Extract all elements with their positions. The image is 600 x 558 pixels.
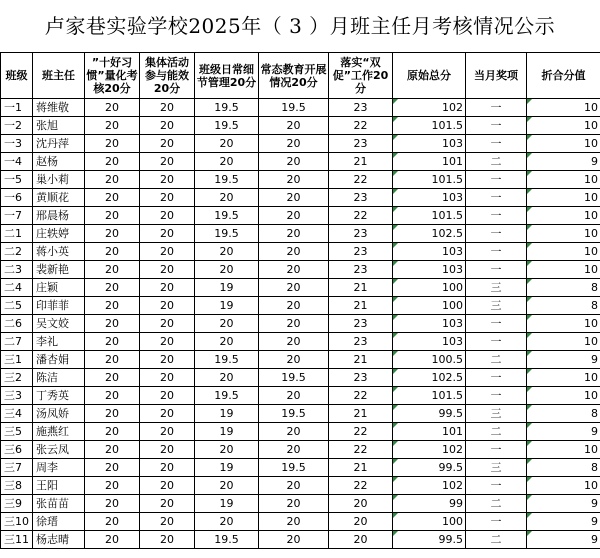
award-cell: 一 (466, 225, 527, 243)
converted-cell: 10 (527, 333, 600, 351)
teacher-cell: 沈丹萍 (33, 135, 85, 153)
converted-cell: 8 (527, 297, 600, 315)
activities-cell: 20 (140, 441, 195, 459)
table-row (1, 513, 600, 531)
header-class: 班级 (1, 53, 33, 99)
education-cell: 20 (259, 171, 329, 189)
converted-cell: 8 (527, 459, 600, 477)
teacher-cell: 庄颖 (33, 279, 85, 297)
assessment-table (0, 52, 600, 549)
table-row (1, 135, 600, 153)
activities-cell: 20 (140, 369, 195, 387)
teacher-cell: 张旭 (33, 117, 85, 135)
header-habits: ”十好习惯”量化考核20分 (85, 53, 140, 99)
class-cell: 三10 (1, 513, 33, 531)
table-row (1, 261, 600, 279)
activities-cell: 20 (140, 279, 195, 297)
daily-cell: 19 (195, 297, 259, 315)
education-cell: 20 (259, 153, 329, 171)
daily-cell: 20 (195, 315, 259, 333)
daily-cell: 19 (195, 495, 259, 513)
table-row (1, 315, 600, 333)
dual-cell: 21 (329, 153, 393, 171)
header-row (1, 53, 600, 99)
dual-cell: 20 (329, 495, 393, 513)
teacher-cell: 汤凤娇 (33, 405, 85, 423)
daily-cell: 19 (195, 459, 259, 477)
converted-cell: 9 (527, 513, 600, 531)
dual-cell: 23 (329, 225, 393, 243)
raw-total-cell: 99.5 (393, 459, 466, 477)
class-cell: 三1 (1, 351, 33, 369)
education-cell: 20 (259, 333, 329, 351)
converted-cell: 10 (527, 387, 600, 405)
class-cell: 三5 (1, 423, 33, 441)
converted-cell: 10 (527, 261, 600, 279)
table-row (1, 477, 600, 495)
header-award: 当月奖项 (466, 53, 527, 99)
habits-cell: 20 (85, 243, 140, 261)
activities-cell: 20 (140, 207, 195, 225)
table-row (1, 153, 600, 171)
daily-cell: 20 (195, 477, 259, 495)
teacher-cell: 吴文姣 (33, 315, 85, 333)
habits-cell: 20 (85, 153, 140, 171)
teacher-cell: 施燕红 (33, 423, 85, 441)
teacher-cell: 黄顺花 (33, 189, 85, 207)
dual-cell: 23 (329, 369, 393, 387)
education-cell: 20 (259, 225, 329, 243)
class-cell: 二6 (1, 315, 33, 333)
raw-total-cell: 101.5 (393, 171, 466, 189)
table-row (1, 369, 600, 387)
dual-cell: 23 (329, 135, 393, 153)
table-row (1, 171, 600, 189)
teacher-cell: 杨志晴 (33, 531, 85, 549)
habits-cell: 20 (85, 279, 140, 297)
education-cell: 20 (259, 279, 329, 297)
teacher-cell: 潘杏娟 (33, 351, 85, 369)
daily-cell: 19.5 (195, 171, 259, 189)
award-cell: 一 (466, 513, 527, 531)
education-cell: 20 (259, 351, 329, 369)
class-cell: 一1 (1, 99, 33, 117)
education-cell: 20 (259, 243, 329, 261)
activities-cell: 20 (140, 513, 195, 531)
award-cell: 一 (466, 477, 527, 495)
habits-cell: 20 (85, 225, 140, 243)
daily-cell: 20 (195, 333, 259, 351)
page-title: 卢家巷实验学校2025年（ 3 ）月班主任月考核情况公示 (44, 14, 556, 38)
habits-cell: 20 (85, 315, 140, 333)
converted-cell: 10 (527, 441, 600, 459)
raw-total-cell: 102 (393, 441, 466, 459)
daily-cell: 19.5 (195, 351, 259, 369)
habits-cell: 20 (85, 171, 140, 189)
habits-cell: 20 (85, 513, 140, 531)
class-cell: 三9 (1, 495, 33, 513)
award-cell: 一 (466, 189, 527, 207)
raw-total-cell: 102.5 (393, 225, 466, 243)
habits-cell: 20 (85, 495, 140, 513)
table-row (1, 99, 600, 117)
teacher-cell: 周李 (33, 459, 85, 477)
habits-cell: 20 (85, 333, 140, 351)
education-cell: 19.5 (259, 459, 329, 477)
teacher-cell: 赵杨 (33, 153, 85, 171)
habits-cell: 20 (85, 459, 140, 477)
class-cell: 三3 (1, 387, 33, 405)
activities-cell: 20 (140, 387, 195, 405)
class-cell: 一4 (1, 153, 33, 171)
habits-cell: 20 (85, 531, 140, 549)
teacher-cell: 陈洁 (33, 369, 85, 387)
habits-cell: 20 (85, 477, 140, 495)
award-cell: 一 (466, 207, 527, 225)
daily-cell: 20 (195, 261, 259, 279)
daily-cell: 20 (195, 369, 259, 387)
header-dual: 落实“双促”工作20分 (329, 53, 393, 99)
table-row (1, 279, 600, 297)
activities-cell: 20 (140, 297, 195, 315)
converted-cell: 10 (527, 171, 600, 189)
raw-total-cell: 103 (393, 135, 466, 153)
education-cell: 20 (259, 135, 329, 153)
award-cell: 一 (466, 441, 527, 459)
award-cell: 一 (466, 171, 527, 189)
activities-cell: 20 (140, 495, 195, 513)
daily-cell: 19.5 (195, 531, 259, 549)
education-cell: 19.5 (259, 405, 329, 423)
raw-total-cell: 101 (393, 153, 466, 171)
converted-cell: 9 (527, 531, 600, 549)
daily-cell: 20 (195, 189, 259, 207)
habits-cell: 20 (85, 369, 140, 387)
teacher-cell: 庄轶婷 (33, 225, 85, 243)
habits-cell: 20 (85, 99, 140, 117)
table-row (1, 351, 600, 369)
habits-cell: 20 (85, 405, 140, 423)
teacher-cell: 邢晨杨 (33, 207, 85, 225)
converted-cell: 10 (527, 99, 600, 117)
table-body (1, 99, 600, 549)
table-row (1, 207, 600, 225)
converted-cell: 9 (527, 351, 600, 369)
dual-cell: 20 (329, 531, 393, 549)
dual-cell: 21 (329, 405, 393, 423)
table-row (1, 333, 600, 351)
raw-total-cell: 100 (393, 279, 466, 297)
class-cell: 三2 (1, 369, 33, 387)
class-cell: 二7 (1, 333, 33, 351)
education-cell: 20 (259, 207, 329, 225)
table-row (1, 225, 600, 243)
daily-cell: 19 (195, 279, 259, 297)
habits-cell: 20 (85, 297, 140, 315)
class-cell: 三6 (1, 441, 33, 459)
dual-cell: 23 (329, 333, 393, 351)
raw-total-cell: 99 (393, 495, 466, 513)
dual-cell: 23 (329, 261, 393, 279)
raw-total-cell: 100.5 (393, 351, 466, 369)
table-row (1, 243, 600, 261)
education-cell: 20 (259, 531, 329, 549)
class-cell: 三4 (1, 405, 33, 423)
table-row (1, 495, 600, 513)
raw-total-cell: 100 (393, 297, 466, 315)
converted-cell: 10 (527, 189, 600, 207)
raw-total-cell: 100 (393, 513, 466, 531)
award-cell: 一 (466, 315, 527, 333)
activities-cell: 20 (140, 135, 195, 153)
dual-cell: 22 (329, 423, 393, 441)
class-cell: 三7 (1, 459, 33, 477)
habits-cell: 20 (85, 423, 140, 441)
header-raw-total: 原始总分 (393, 53, 466, 99)
raw-total-cell: 99.5 (393, 531, 466, 549)
education-cell: 20 (259, 189, 329, 207)
class-cell: 二1 (1, 225, 33, 243)
raw-total-cell: 101.5 (393, 207, 466, 225)
converted-cell: 9 (527, 423, 600, 441)
daily-cell: 20 (195, 153, 259, 171)
award-cell: 一 (466, 369, 527, 387)
converted-cell: 10 (527, 225, 600, 243)
converted-cell: 8 (527, 405, 600, 423)
table-row (1, 387, 600, 405)
raw-total-cell: 101.5 (393, 387, 466, 405)
daily-cell: 19.5 (195, 99, 259, 117)
activities-cell: 20 (140, 333, 195, 351)
raw-total-cell: 103 (393, 315, 466, 333)
award-cell: 二 (466, 531, 527, 549)
teacher-cell: 张苗苗 (33, 495, 85, 513)
converted-cell: 10 (527, 207, 600, 225)
table-row (1, 189, 600, 207)
daily-cell: 20 (195, 513, 259, 531)
award-cell: 一 (466, 135, 527, 153)
table-row (1, 297, 600, 315)
dual-cell: 22 (329, 477, 393, 495)
education-cell: 20 (259, 387, 329, 405)
dual-cell: 21 (329, 279, 393, 297)
teacher-cell: 蒋维敬 (33, 99, 85, 117)
education-cell: 20 (259, 477, 329, 495)
activities-cell: 20 (140, 531, 195, 549)
award-cell: 三 (466, 405, 527, 423)
activities-cell: 20 (140, 153, 195, 171)
table-row (1, 405, 600, 423)
class-cell: 二2 (1, 243, 33, 261)
table-row (1, 459, 600, 477)
converted-cell: 10 (527, 243, 600, 261)
activities-cell: 20 (140, 171, 195, 189)
habits-cell: 20 (85, 441, 140, 459)
dual-cell: 23 (329, 243, 393, 261)
activities-cell: 20 (140, 459, 195, 477)
raw-total-cell: 101 (393, 423, 466, 441)
daily-cell: 20 (195, 135, 259, 153)
education-cell: 20 (259, 513, 329, 531)
daily-cell: 19.5 (195, 387, 259, 405)
class-cell: 一2 (1, 117, 33, 135)
converted-cell: 10 (527, 135, 600, 153)
award-cell: 二 (466, 423, 527, 441)
teacher-cell: 徐瑨 (33, 513, 85, 531)
class-cell: 二4 (1, 279, 33, 297)
header-activities: 集体活动参与能效20分 (140, 53, 195, 99)
converted-cell: 9 (527, 495, 600, 513)
education-cell: 19.5 (259, 99, 329, 117)
header-daily: 班级日常细节管理20分 (195, 53, 259, 99)
class-cell: 二3 (1, 261, 33, 279)
award-cell: 二 (466, 153, 527, 171)
education-cell: 20 (259, 423, 329, 441)
dual-cell: 22 (329, 117, 393, 135)
activities-cell: 20 (140, 315, 195, 333)
class-cell: 一5 (1, 171, 33, 189)
raw-total-cell: 103 (393, 189, 466, 207)
award-cell: 一 (466, 117, 527, 135)
award-cell: 三 (466, 459, 527, 477)
table-row (1, 531, 600, 549)
habits-cell: 20 (85, 351, 140, 369)
raw-total-cell: 103 (393, 243, 466, 261)
award-cell: 一 (466, 243, 527, 261)
award-cell: 一 (466, 333, 527, 351)
dual-cell: 20 (329, 513, 393, 531)
activities-cell: 20 (140, 243, 195, 261)
activities-cell: 20 (140, 477, 195, 495)
raw-total-cell: 103 (393, 333, 466, 351)
award-cell: 一 (466, 387, 527, 405)
award-cell: 一 (466, 261, 527, 279)
education-cell: 20 (259, 441, 329, 459)
daily-cell: 20 (195, 243, 259, 261)
dual-cell: 23 (329, 315, 393, 333)
activities-cell: 20 (140, 117, 195, 135)
teacher-cell: 张云凤 (33, 441, 85, 459)
converted-cell: 8 (527, 279, 600, 297)
habits-cell: 20 (85, 261, 140, 279)
converted-cell: 10 (527, 117, 600, 135)
dual-cell: 23 (329, 99, 393, 117)
activities-cell: 20 (140, 189, 195, 207)
education-cell: 20 (259, 495, 329, 513)
converted-cell: 10 (527, 369, 600, 387)
dual-cell: 22 (329, 387, 393, 405)
class-cell: 一7 (1, 207, 33, 225)
header-teacher: 班主任 (33, 53, 85, 99)
teacher-cell: 印菲菲 (33, 297, 85, 315)
teacher-cell: 李礼 (33, 333, 85, 351)
habits-cell: 20 (85, 189, 140, 207)
dual-cell: 21 (329, 297, 393, 315)
table-row (1, 441, 600, 459)
habits-cell: 20 (85, 135, 140, 153)
award-cell: 二 (466, 495, 527, 513)
award-cell: 三 (466, 279, 527, 297)
header-education: 常态教育开展情况20分 (259, 53, 329, 99)
raw-total-cell: 102 (393, 99, 466, 117)
daily-cell: 19.5 (195, 117, 259, 135)
activities-cell: 20 (140, 423, 195, 441)
daily-cell: 19 (195, 405, 259, 423)
habits-cell: 20 (85, 207, 140, 225)
daily-cell: 19.5 (195, 225, 259, 243)
activities-cell: 20 (140, 261, 195, 279)
converted-cell: 10 (527, 477, 600, 495)
class-cell: 一3 (1, 135, 33, 153)
class-cell: 二5 (1, 297, 33, 315)
converted-cell: 9 (527, 153, 600, 171)
award-cell: 二 (466, 351, 527, 369)
converted-cell: 10 (527, 315, 600, 333)
table-row (1, 423, 600, 441)
award-cell: 一 (466, 99, 527, 117)
dual-cell: 22 (329, 207, 393, 225)
dual-cell: 21 (329, 459, 393, 477)
class-cell: 三11 (1, 531, 33, 549)
teacher-cell: 王阳 (33, 477, 85, 495)
habits-cell: 20 (85, 387, 140, 405)
activities-cell: 20 (140, 405, 195, 423)
class-cell: 三8 (1, 477, 33, 495)
raw-total-cell: 99.5 (393, 405, 466, 423)
dual-cell: 22 (329, 171, 393, 189)
daily-cell: 19.5 (195, 207, 259, 225)
dual-cell: 23 (329, 189, 393, 207)
raw-total-cell: 102.5 (393, 369, 466, 387)
teacher-cell: 蒋小英 (33, 243, 85, 261)
raw-total-cell: 102 (393, 477, 466, 495)
raw-total-cell: 103 (393, 261, 466, 279)
teacher-cell: 巢小莉 (33, 171, 85, 189)
education-cell: 20 (259, 117, 329, 135)
education-cell: 20 (259, 315, 329, 333)
daily-cell: 20 (195, 441, 259, 459)
habits-cell: 20 (85, 117, 140, 135)
daily-cell: 19 (195, 423, 259, 441)
header-converted: 折合分值 (527, 53, 600, 99)
education-cell: 19.5 (259, 369, 329, 387)
activities-cell: 20 (140, 99, 195, 117)
award-cell: 三 (466, 297, 527, 315)
education-cell: 20 (259, 297, 329, 315)
teacher-cell: 丁秀英 (33, 387, 85, 405)
teacher-cell: 裴新艳 (33, 261, 85, 279)
education-cell: 20 (259, 261, 329, 279)
table-row (1, 117, 600, 135)
class-cell: 一6 (1, 189, 33, 207)
activities-cell: 20 (140, 351, 195, 369)
dual-cell: 21 (329, 351, 393, 369)
raw-total-cell: 101.5 (393, 117, 466, 135)
activities-cell: 20 (140, 225, 195, 243)
dual-cell: 22 (329, 441, 393, 459)
